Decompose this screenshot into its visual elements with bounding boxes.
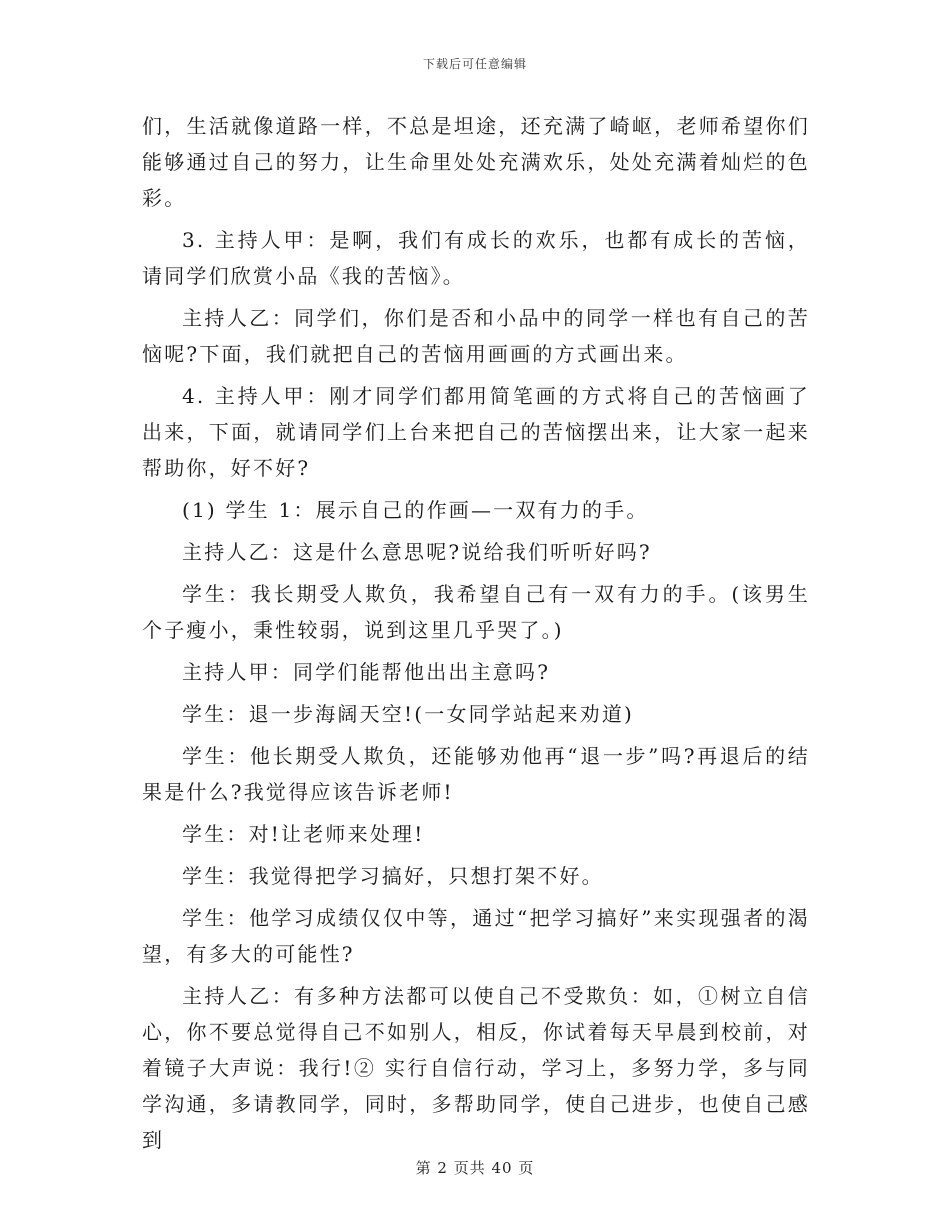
paragraph-host-b-worries: 主持人乙：同学们，你们是否和小品中的同学一样也有自己的苦恼呢?下面，我们就把自己的苦恼用画画的方式画出来。	[142, 306, 810, 366]
paragraph-host-b-question: 主持人乙：这是什么意思呢?说给我们听听好吗?	[182, 540, 652, 564]
paragraph-student-1: (1) 学生 1：展示自己的作画—一双有力的手。	[182, 498, 649, 522]
document-body	[142, 108, 810, 1164]
page-header: 下载后可任意编辑	[422, 57, 527, 71]
paragraph-student-bullied: 学生：我长期受人欺负，我希望自己有一双有力的手。(该男生个子瘦小，秉性较弱，说到这里几乎哭了。)	[142, 582, 810, 642]
paragraph-host-a-help: 主持人甲：同学们能帮他出出主意吗?	[182, 660, 551, 684]
paragraph-student-step-back: 学生：退一步海阔天空!(一女同学站起来劝道)	[182, 702, 635, 726]
paragraph-item-3: 3. 主持人甲：是啊，我们有成长的欢乐，也都有成长的苦恼，请同学们欣赏小品《我的苦恼》。	[142, 228, 810, 288]
paragraph-student-agree: 学生：对!让老师来处理!	[182, 822, 425, 846]
paragraph-student-study: 学生：我觉得把学习搞好，只想打架不好。	[182, 864, 604, 888]
paragraph-item-4: 4. 主持人甲：刚才同学们都用简笔画的方式将自己的苦恼画了出来，下面，就请同学们上台来把自己的苦恼摆出来，让大家一起来帮助你，好不好?	[142, 384, 810, 480]
paragraph-student-tell-teacher: 学生：他长期受人欺负，还能够劝他再“退一步”吗?再退后的结果是什么?我觉得应该告诉老师!	[142, 744, 810, 804]
page-number: 第 2 页共 40 页	[415, 1159, 535, 1177]
paragraph-student-grades: 学生：他学习成绩仅仅中等，通过“把学习搞好”来实现强者的渴望，有多大的可能性?	[142, 906, 810, 966]
paragraph-host-b-methods: 主持人乙：有多种方法都可以使自己不受欺负：如，①树立自信心，你不要总觉得自己不如别人，相反，你试着每天早晨到校前，对着镜子大声说：我行!② 实行自信行动，学习上，多努力学，多与同学沟通，多请教同学，同时，多帮助同学，使自己进步，也使自己感到	[142, 984, 810, 1152]
paragraph-continuation: 们，生活就像道路一样，不总是坦途，还充满了崎岖，老师希望你们能够通过自己的努力，让生命里处处充满欢乐，处处充满着灿烂的色彩。	[142, 114, 810, 210]
